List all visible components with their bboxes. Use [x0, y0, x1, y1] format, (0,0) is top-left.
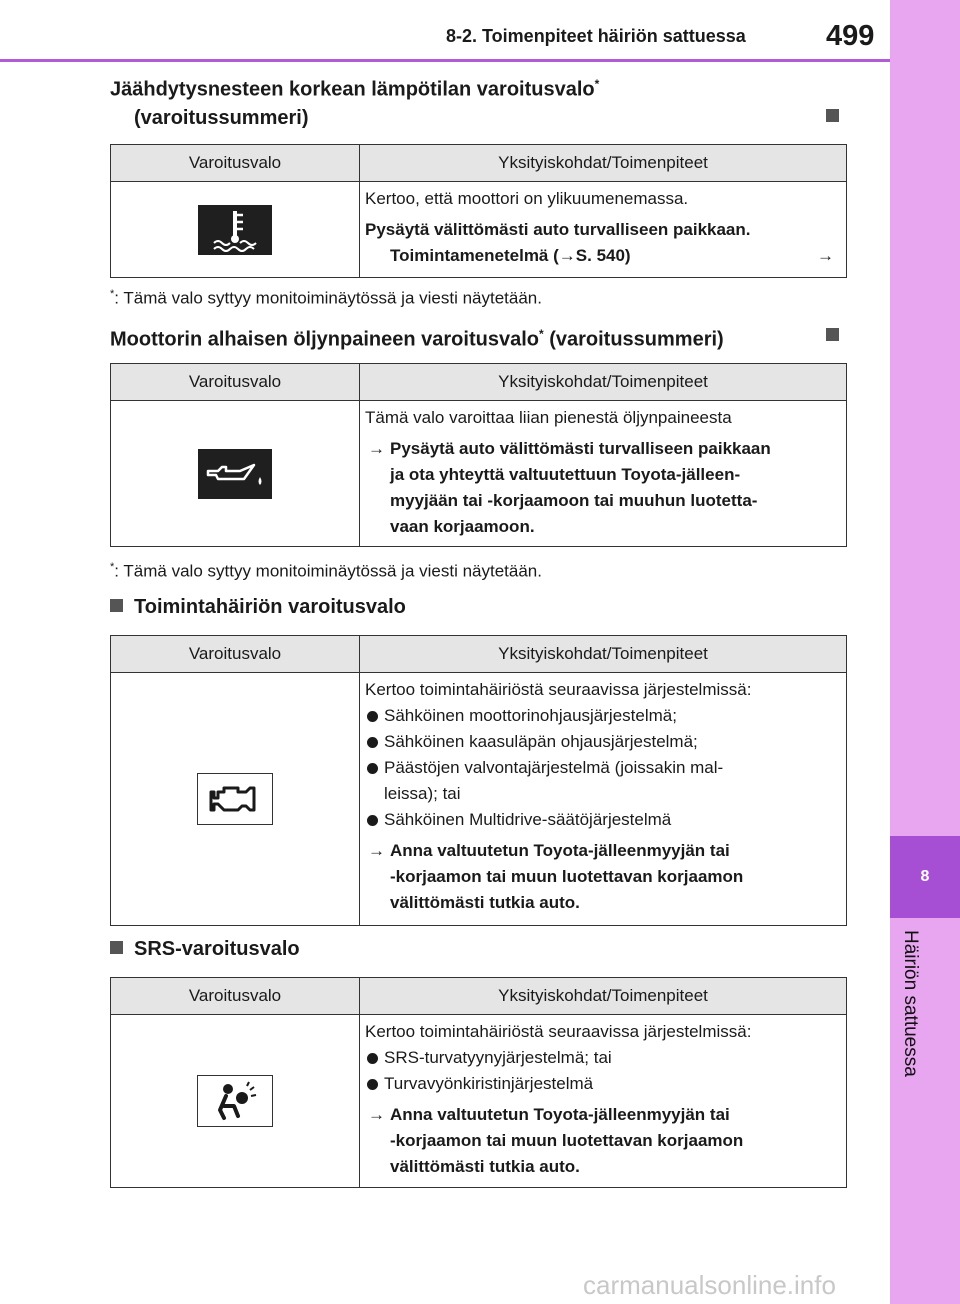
- section-marker: [110, 941, 123, 954]
- list-item: Turvavyönkiristinjärjestelmä: [365, 1071, 840, 1097]
- header-divider: [0, 59, 890, 62]
- col-header-details: Yksityiskohdat/Toimenpiteet: [360, 145, 847, 182]
- malfunction-section-title: Toimintahäiriön varoitusvalo: [110, 593, 406, 621]
- section-marker: [110, 599, 123, 612]
- coolant-procedure: Toimintamenetelmä (→S. 540) →: [365, 243, 840, 269]
- srs-intro: Kertoo toimintahäiriöstä seuraavissa järjestelmissä:: [365, 1022, 752, 1041]
- col-header-details: Yksityiskohdat/Toimenpiteet: [360, 978, 847, 1015]
- list-item: SRS-turvatyynyjärjestelmä; tai: [365, 1045, 840, 1071]
- col-header-warning-light: Varoitusvalo: [111, 364, 360, 401]
- airbag-icon: [197, 1075, 273, 1127]
- page-number: 499: [826, 20, 875, 52]
- malfunction-table: [110, 635, 847, 926]
- list-item: Sähköinen moottorinohjausjärjestelmä;: [365, 703, 840, 729]
- oil-table: [110, 363, 847, 547]
- arrow-icon: →: [368, 439, 385, 458]
- oil-pressure-icon: [198, 449, 272, 499]
- col-header-details: Yksityiskohdat/Toimenpiteet: [360, 636, 847, 673]
- watermark: carmanualsonline.info: [583, 1270, 836, 1300]
- srs-table: [110, 977, 847, 1188]
- list-item: Sähköinen kaasuläpän ohjausjärjestelmä;: [365, 729, 840, 755]
- srs-section-title: SRS-varoitusvalo: [110, 935, 300, 963]
- arrow-icon: →: [368, 841, 385, 860]
- coolant-description: Kertoo, että moottori on ylikuumenemassa.: [365, 189, 689, 208]
- oil-action: → Pysäytä auto välittömästi turvalliseen paikkaan ja ota yhteyttä valtuutettuun Toyota-jälleen- myyjään tai -korjaamoon tai muuhun luotetta- vaan korjaamoon.: [365, 436, 840, 540]
- coolant-section-title: Jäähdytysnesteen korkean lämpötilan varoitusvalo* (varoitussummeri): [110, 77, 600, 129]
- check-engine-icon: [197, 773, 273, 825]
- srs-action: → Anna valtuutetun Toyota-jälleenmyyjän tai -korjaamon tai muun luotettavan korjaamon välittömästi tutkia auto.: [365, 1102, 840, 1180]
- list-item: Sähköinen Multidrive-säätöjärjestelmä: [365, 807, 840, 833]
- coolant-footnote: *: Tämä valo syttyy monitoiminäytössä ja viesti näytetään.: [110, 288, 542, 308]
- coolant-action: Pysäytä välittömästi auto turvalliseen paikkaan.: [365, 220, 751, 239]
- chapter-label: Häiriön sattuessa: [900, 930, 921, 1077]
- oil-description: Tämä valo varoittaa liian pienestä öljynpaineesta: [365, 408, 732, 427]
- continue-arrow-icon: →: [817, 246, 834, 265]
- section-marker: [826, 328, 839, 341]
- arrow-icon: →: [368, 1105, 385, 1124]
- list-item: Päästöjen valvontajärjestelmä (joissakin mal-: [365, 755, 840, 781]
- coolant-table: [110, 144, 847, 278]
- oil-section-title: Moottorin alhaisen öljynpaineen varoitusvalo* (varoitussummeri): [110, 327, 724, 351]
- coolant-temperature-icon: [198, 205, 272, 255]
- chapter-number: 8: [890, 836, 960, 918]
- col-header-details: Yksityiskohdat/Toimenpiteet: [360, 364, 847, 401]
- col-header-warning-light: Varoitusvalo: [111, 636, 360, 673]
- malfunction-action: → Anna valtuutetun Toyota-jälleenmyyjän tai -korjaamon tai muun luotettavan korjaamon välittömästi tutkia auto.: [365, 838, 840, 916]
- section-marker: [826, 109, 839, 122]
- malfunction-intro: Kertoo toimintahäiriöstä seuraavissa järjestelmissä:: [365, 680, 752, 699]
- side-tab: [890, 0, 960, 1304]
- oil-footnote: *: Tämä valo syttyy monitoiminäytössä ja viesti näytetään.: [110, 561, 542, 581]
- col-header-warning-light: Varoitusvalo: [111, 978, 360, 1015]
- header-title: 8-2. Toimenpiteet häiriön sattuessa: [446, 26, 746, 46]
- col-header-warning-light: Varoitusvalo: [111, 145, 360, 182]
- list-item-continuation: leissa); tai: [384, 784, 461, 803]
